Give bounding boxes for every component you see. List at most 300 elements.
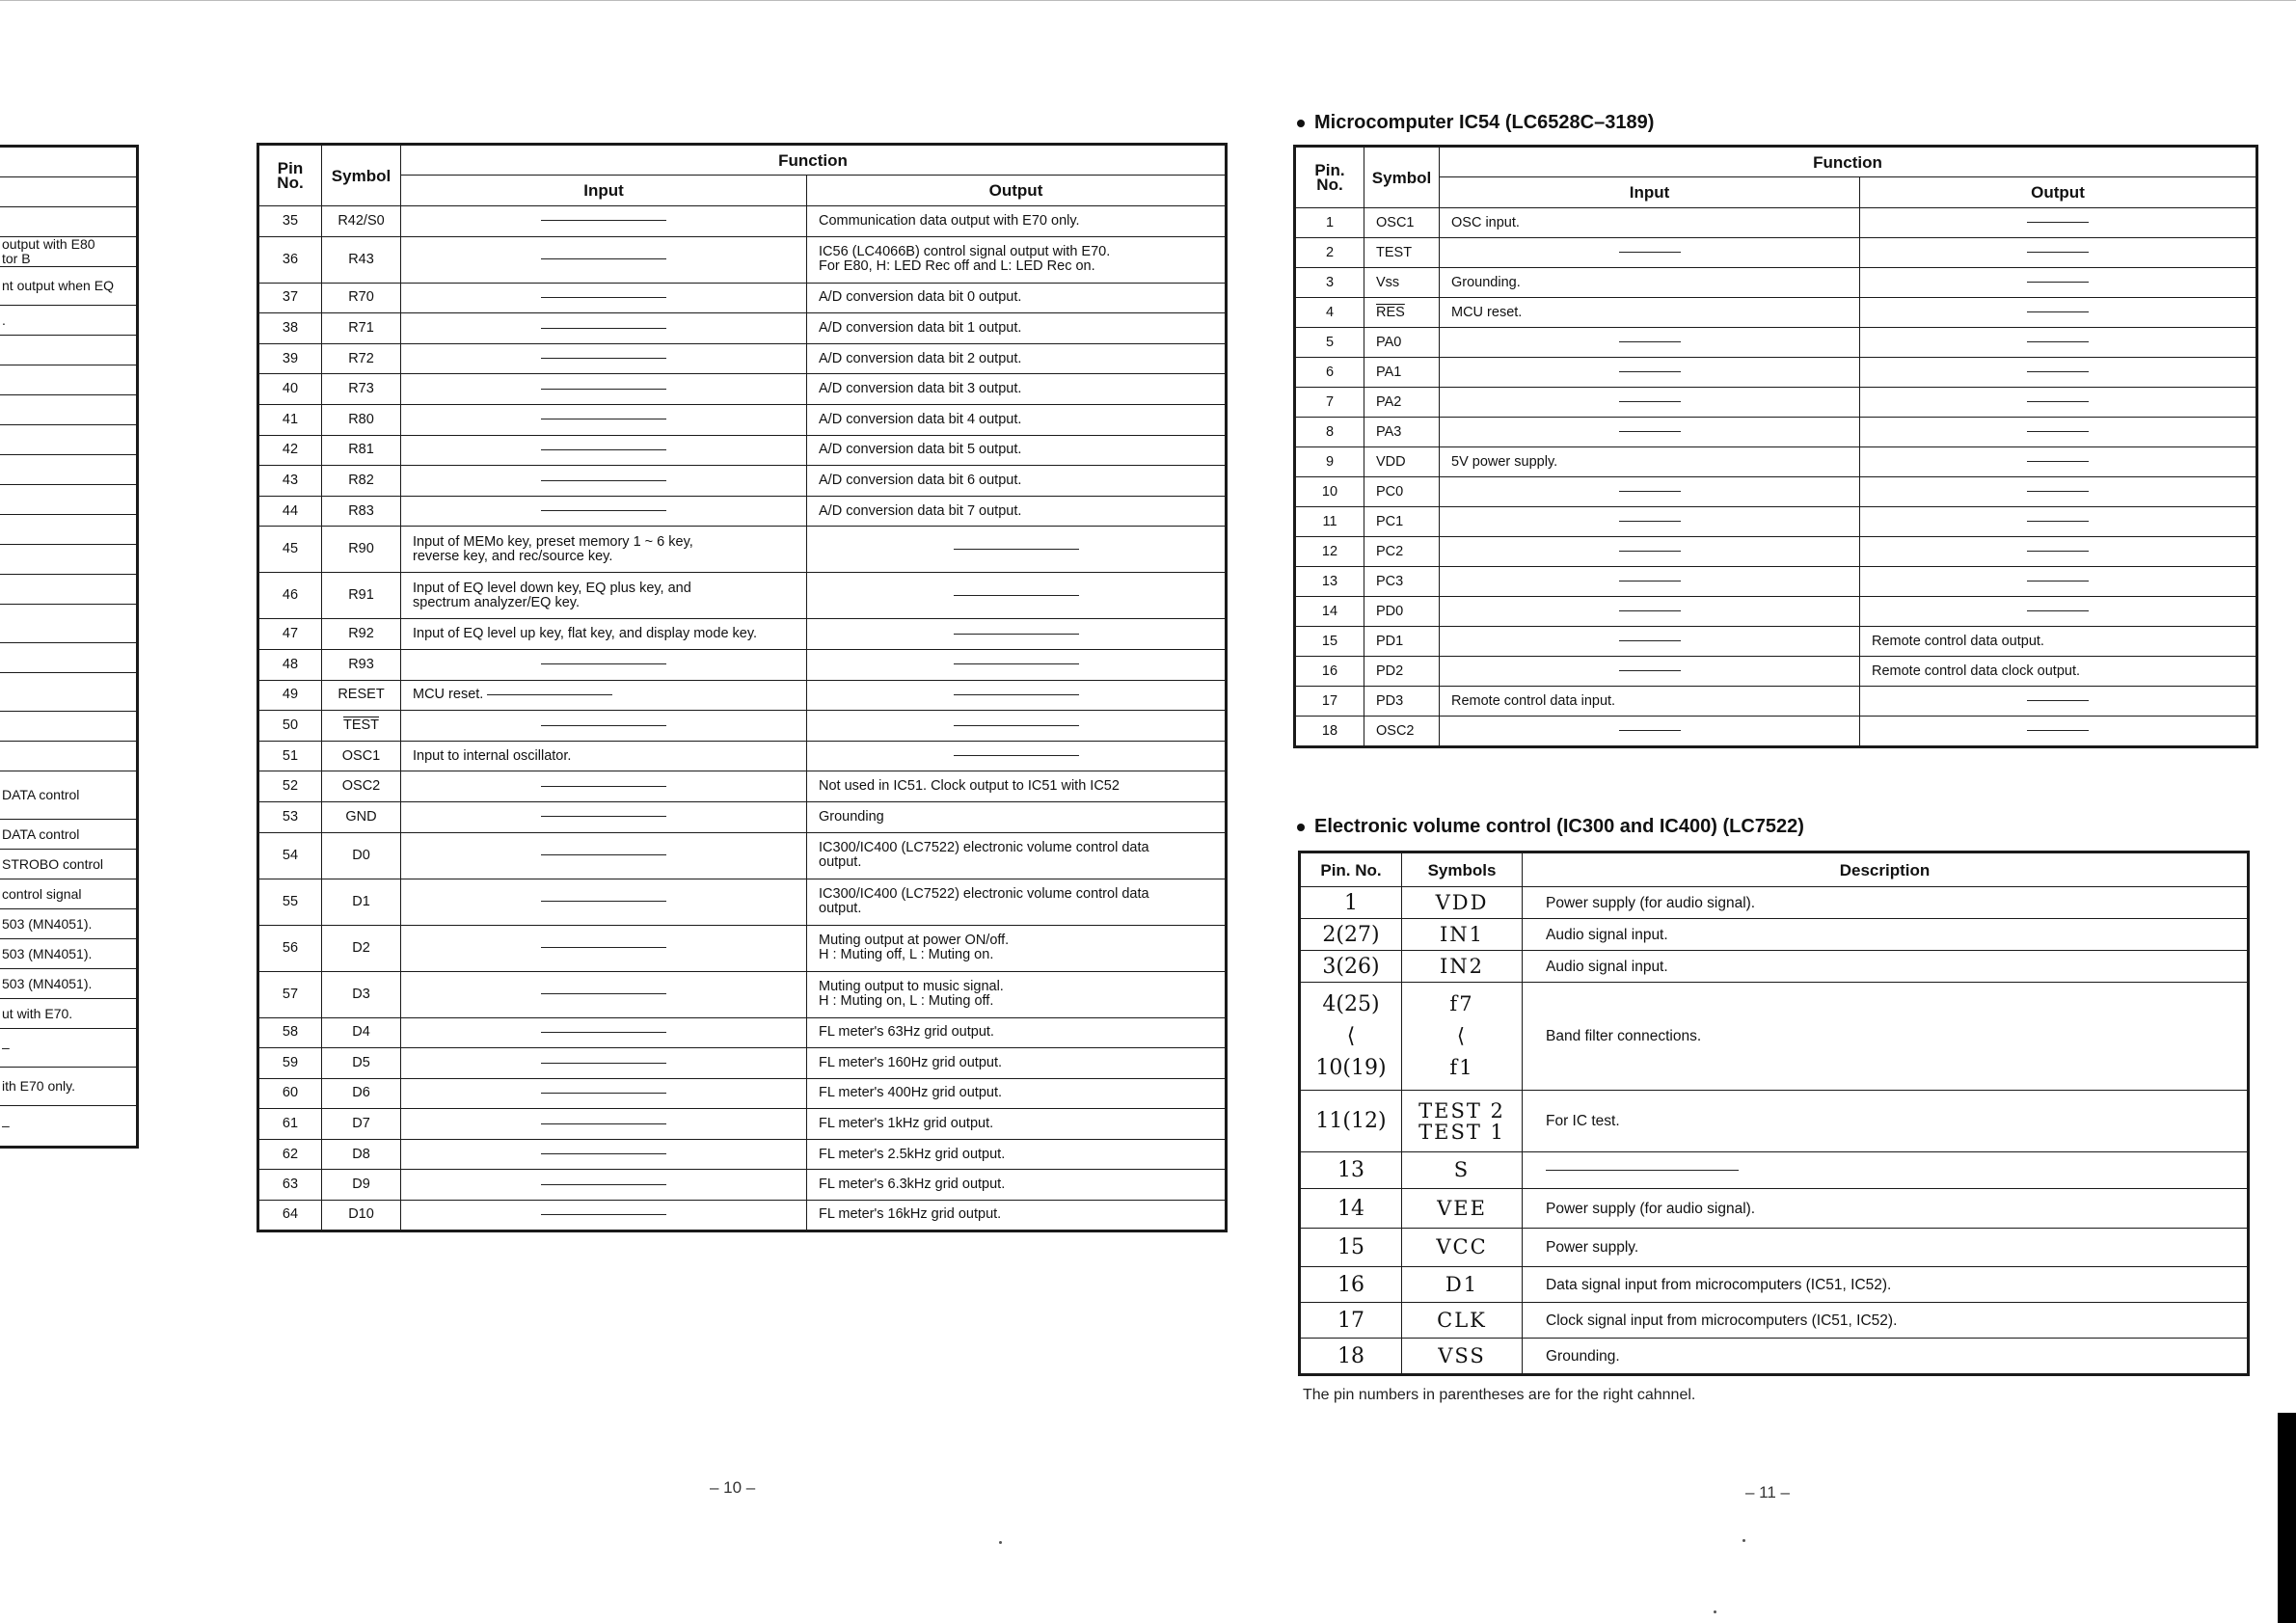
output-cell [807, 313, 1227, 344]
symbol-text: PA1 [1376, 364, 1402, 380]
table-row [258, 971, 1227, 1017]
description-cell: Band filter connections. [1523, 983, 2249, 1091]
dash-line [541, 947, 666, 948]
symbol-text: PA3 [1376, 423, 1402, 440]
table-row [258, 1109, 1227, 1140]
dash-line [541, 220, 666, 221]
partial-row [0, 237, 138, 267]
partial-row [0, 771, 138, 820]
input-cell [401, 879, 807, 925]
output-text: A/D conversion data bit 3 output. [819, 381, 1022, 397]
microcomputer-table [1293, 145, 2258, 748]
input-text: Input to internal oscillator. [413, 747, 572, 764]
output-text: FL meter's 1kHz grid output. [819, 1116, 994, 1132]
symbol-cell: VEE [1402, 1189, 1523, 1229]
table-row [1300, 919, 2249, 951]
output-cell [807, 573, 1227, 619]
partial-cell: 503 (MN4051). [0, 909, 138, 939]
pin-cell: 7 [1295, 388, 1364, 418]
output-cell [807, 741, 1227, 771]
pin-cell: 4 [1295, 298, 1364, 328]
dash-line [541, 1032, 666, 1033]
dash-line [1619, 341, 1681, 342]
partial-row [0, 455, 138, 485]
partial-cell: – [0, 1029, 138, 1068]
partial-row [0, 425, 138, 455]
symbol-cell [322, 573, 401, 619]
output-cell [807, 404, 1227, 435]
table-row [258, 404, 1227, 435]
symbol-cell [1364, 418, 1440, 447]
table-row [1295, 537, 2257, 567]
dash-line [541, 1153, 666, 1154]
table-row [1295, 507, 2257, 537]
output-cell [807, 206, 1227, 237]
input-cell [1440, 507, 1860, 537]
pin-cell: 46 [258, 573, 322, 619]
footnote: The pin numbers in parentheses are for the right cahnnel. [1303, 1387, 1696, 1403]
dash-line [541, 816, 666, 817]
pin-cell: 4(25) ⟨ 10(19) [1300, 983, 1402, 1091]
input-cell: MCU reset. [1440, 298, 1860, 328]
symbol-cell: VDD [1402, 887, 1523, 919]
table-row [258, 741, 1227, 771]
dash-line [541, 449, 666, 450]
pin-cell: 18 [1295, 717, 1364, 747]
input-cell [401, 1109, 807, 1140]
symbol-cell [322, 1170, 401, 1201]
bullet-icon [1297, 120, 1305, 127]
description-cell: Audio signal input. [1523, 919, 2249, 951]
output-text: FL meter's 16kHz grid output. [819, 1206, 1002, 1223]
symbol-text: R92 [348, 626, 374, 642]
symbol-cell [1364, 597, 1440, 627]
partial-row [0, 850, 138, 879]
partial-row [0, 207, 138, 237]
input-cell [401, 832, 807, 879]
partial-cell [0, 575, 138, 605]
table-row [1300, 1303, 2249, 1339]
input-cell [1440, 567, 1860, 597]
table-row [1295, 687, 2257, 717]
table-row [1300, 887, 2249, 919]
partial-cell: DATA control [0, 771, 138, 820]
pin-cell: 61 [258, 1109, 322, 1140]
partial-cell [0, 336, 138, 365]
pin-cell: 56 [258, 925, 322, 971]
input-cell [401, 1048, 807, 1079]
dash-line [2027, 401, 2089, 402]
symbol-cell [322, 801, 401, 832]
dash-line [541, 297, 666, 298]
pin-cell: 16 [1295, 657, 1364, 687]
input-cell [401, 1139, 807, 1170]
pin-cell: 53 [258, 801, 322, 832]
symbol-cell [322, 1078, 401, 1109]
output-cell [807, 711, 1227, 742]
partial-cell [0, 147, 138, 177]
dash-line [541, 901, 666, 902]
output-cell [1860, 717, 2257, 747]
output-cell [807, 527, 1227, 573]
page-number-10: – 10 – [710, 1478, 756, 1497]
output-text: A/D conversion data bit 0 output. [819, 289, 1022, 306]
symbol-cell [1364, 208, 1440, 238]
header-symbol: Symbol [322, 145, 401, 206]
output-cell [807, 1078, 1227, 1109]
table-row [258, 771, 1227, 802]
symbol-cell [1364, 477, 1440, 507]
partial-cell [0, 643, 138, 673]
input-cell [1440, 717, 1860, 747]
output-cell [807, 1139, 1227, 1170]
symbol-text: D0 [352, 847, 370, 863]
output-cell [1860, 358, 2257, 388]
symbol-text: D9 [352, 1177, 370, 1193]
output-cell [1860, 447, 2257, 477]
symbol-text: R90 [348, 541, 374, 557]
partial-table-left [0, 145, 139, 1149]
symbol-text: R80 [348, 411, 374, 427]
output-cell: Remote control data clock output. [1860, 657, 2257, 687]
pin-cell: 59 [258, 1048, 322, 1079]
partial-row [0, 395, 138, 425]
dash-line [2027, 491, 2089, 492]
output-cell [807, 1201, 1227, 1231]
output-cell [807, 374, 1227, 405]
dash-line [1619, 730, 1681, 731]
output-cell [807, 496, 1227, 527]
output-text: FL meter's 63Hz grid output. [819, 1024, 994, 1041]
input-cell [401, 741, 807, 771]
output-text: A/D conversion data bit 5 output. [819, 442, 1022, 458]
symbol-cell [322, 1109, 401, 1140]
output-text: FL meter's 6.3kHz grid output. [819, 1177, 1006, 1193]
table-row [1295, 717, 2257, 747]
pin-cell: 41 [258, 404, 322, 435]
input-cell [401, 680, 807, 711]
table-row [258, 236, 1227, 283]
symbol-cell [1364, 507, 1440, 537]
output-text: Not used in IC51. Clock output to IC51 with IC52 [819, 778, 1120, 795]
dash-line [2027, 311, 2089, 312]
partial-cell: ith E70 only. [0, 1068, 138, 1106]
table-row [1295, 358, 2257, 388]
table-row [1300, 1189, 2249, 1229]
dash-line [954, 755, 1079, 756]
partial-cell [0, 673, 138, 712]
symbol-text: R70 [348, 289, 374, 306]
input-cell [401, 283, 807, 313]
dash-line [541, 1214, 666, 1215]
partial-row [0, 742, 138, 771]
partial-row [0, 336, 138, 365]
input-cell [401, 771, 807, 802]
dash-line [541, 1184, 666, 1185]
pin-cell: 60 [258, 1078, 322, 1109]
symbol-cell [322, 236, 401, 283]
symbol-cell: S [1402, 1152, 1523, 1189]
pin-cell: 35 [258, 206, 322, 237]
dash-line [541, 663, 666, 664]
output-cell [807, 832, 1227, 879]
partial-cell [0, 425, 138, 455]
pin-cell: 11(12) [1300, 1091, 1402, 1152]
input-cell: OSC input. [1440, 208, 1860, 238]
input-text: Input of MEMo key, preset memory 1 ~ 6 key, reverse key, and rec/source key. [413, 533, 693, 564]
dash-line [954, 694, 1079, 695]
pin-cell: 43 [258, 466, 322, 497]
partial-row [0, 365, 138, 395]
speck [999, 1541, 1002, 1544]
table-row [258, 801, 1227, 832]
input-cell [1440, 358, 1860, 388]
symbol-cell [322, 619, 401, 650]
table-row [1295, 388, 2257, 418]
partial-row [0, 1068, 138, 1106]
pin-cell: 50 [258, 711, 322, 742]
symbol-cell [322, 435, 401, 466]
symbol-cell [1364, 298, 1440, 328]
dash-line [2027, 222, 2089, 223]
symbol-text: VDD [1376, 453, 1406, 470]
table-row [258, 879, 1227, 925]
output-cell [1860, 298, 2257, 328]
partial-row [0, 575, 138, 605]
pin-cell: 18 [1300, 1339, 1402, 1375]
symbol-cell: IN1 [1402, 919, 1523, 951]
symbol-cell [1364, 447, 1440, 477]
table-row [1300, 1152, 2249, 1189]
dash-line [1619, 581, 1681, 582]
header-input: Input [401, 176, 807, 206]
scan-edge-bar [2278, 1413, 2296, 1623]
partial-cell [0, 177, 138, 207]
pin-cell: 16 [1300, 1267, 1402, 1303]
symbol-text: RESET [338, 687, 385, 703]
input-cell [401, 1201, 807, 1231]
symbol-cell [322, 374, 401, 405]
table-row [258, 374, 1227, 405]
micro-title-text: Microcomputer IC54 (LC6528C–3189) [1314, 112, 1655, 133]
pin-cell: 14 [1295, 597, 1364, 627]
dash-line [1546, 1170, 1739, 1171]
table-row [258, 527, 1227, 573]
symbol-cell [322, 1139, 401, 1170]
pin-cell: 17 [1295, 687, 1364, 717]
symbol-cell: f7 ⟨ f1 [1402, 983, 1523, 1091]
dash-line [1619, 431, 1681, 432]
vol-header-description: Description [1523, 852, 2249, 887]
output-cell [1860, 388, 2257, 418]
output-cell [1860, 268, 2257, 298]
pin-cell: 51 [258, 741, 322, 771]
symbol-cell [322, 206, 401, 237]
symbol-text: D8 [352, 1146, 370, 1162]
pin-cell: 15 [1295, 627, 1364, 657]
partial-cell: STROBO control [0, 850, 138, 879]
symbol-text: OSC1 [341, 747, 381, 764]
partial-cell [0, 455, 138, 485]
input-cell [1440, 388, 1860, 418]
symbol-cell [1364, 537, 1440, 567]
input-text: MCU reset. [413, 687, 484, 703]
input-cell [1440, 238, 1860, 268]
table-row [258, 1170, 1227, 1201]
output-cell [807, 283, 1227, 313]
symbol-cell: VSS [1402, 1339, 1523, 1375]
symbol-text: D5 [352, 1054, 370, 1070]
dash-line [541, 1123, 666, 1124]
symbol-cell [322, 404, 401, 435]
pin-cell: 2(27) [1300, 919, 1402, 951]
page-top-rule [0, 0, 2296, 1]
partial-cell: control signal [0, 879, 138, 909]
table-row [258, 1139, 1227, 1170]
output-cell [1860, 328, 2257, 358]
dash-line [541, 993, 666, 994]
description-cell: Power supply (for audio signal). [1523, 887, 2249, 919]
dash-line [1619, 252, 1681, 253]
table-row [258, 1078, 1227, 1109]
page-number-11: – 11 – [1745, 1483, 1791, 1501]
output-cell [807, 680, 1227, 711]
input-cell [401, 236, 807, 283]
header-function: Function [401, 145, 1227, 176]
symbol-text: D3 [352, 986, 370, 1002]
partial-cell [0, 207, 138, 237]
symbol-text: $\overline{RES}$ [1376, 304, 1405, 320]
partial-cell: nt output when EQ [0, 267, 138, 306]
dash-line [541, 480, 666, 481]
dash-line [1619, 610, 1681, 611]
header-output: Output [807, 176, 1227, 206]
input-cell [401, 404, 807, 435]
output-cell [807, 801, 1227, 832]
pin-cell: 3(26) [1300, 951, 1402, 983]
output-text: Grounding [819, 808, 884, 825]
input-cell [401, 619, 807, 650]
symbol-cell [1364, 717, 1440, 747]
table-row [1295, 657, 2257, 687]
partial-cell [0, 605, 138, 643]
partial-row [0, 999, 138, 1029]
vol-header-symbols: Symbols [1402, 852, 1523, 887]
partial-cell [0, 395, 138, 425]
speck [1742, 1539, 1745, 1542]
symbol-text: PC0 [1376, 483, 1404, 500]
symbol-text: D1 [352, 893, 370, 909]
symbol-text: Vss [1376, 274, 1400, 290]
table-row [258, 466, 1227, 497]
input-cell: 5V power supply. [1440, 447, 1860, 477]
pin-cell: 3 [1295, 268, 1364, 298]
symbol-cell: CLK [1402, 1303, 1523, 1339]
partial-row [0, 267, 138, 306]
output-cell [1860, 208, 2257, 238]
output-cell [1860, 597, 2257, 627]
symbol-cell [322, 466, 401, 497]
pin-cell: 10 [1295, 477, 1364, 507]
pin-cell: 64 [258, 1201, 322, 1231]
pin-cell: 9 [1295, 447, 1364, 477]
table-row [1295, 268, 2257, 298]
table-row [258, 573, 1227, 619]
output-cell [807, 619, 1227, 650]
output-text: IC300/IC400 (LC7522) electronic volume control data output. [819, 886, 1149, 916]
output-cell [807, 771, 1227, 802]
partial-row [0, 605, 138, 643]
symbol-cell [322, 343, 401, 374]
speck [1714, 1610, 1716, 1613]
partial-row [0, 643, 138, 673]
dash-line [541, 1063, 666, 1064]
table-row [258, 619, 1227, 650]
symbol-text: D2 [352, 939, 370, 956]
output-text: A/D conversion data bit 1 output. [819, 319, 1022, 336]
table-row [1295, 627, 2257, 657]
pin-cell: 6 [1295, 358, 1364, 388]
output-cell [807, 435, 1227, 466]
pin-cell: 55 [258, 879, 322, 925]
output-cell [1860, 238, 2257, 268]
partial-cell [0, 365, 138, 395]
table-row [1300, 1339, 2249, 1375]
input-cell [1440, 418, 1860, 447]
table-row [258, 1048, 1227, 1079]
dash-line [541, 258, 666, 259]
pin-function-table-page10 [257, 143, 1228, 1232]
pin-cell: 58 [258, 1017, 322, 1048]
description-cell [1523, 1152, 2249, 1189]
pin-cell: 49 [258, 680, 322, 711]
description-cell: Power supply. [1523, 1229, 2249, 1267]
symbol-cell [322, 649, 401, 680]
section-title-volume [1297, 816, 1804, 838]
dash-line [541, 510, 666, 511]
input-cell [401, 925, 807, 971]
partial-row [0, 177, 138, 207]
output-cell [1860, 418, 2257, 447]
symbol-cell [322, 680, 401, 711]
output-text: A/D conversion data bit 6 output. [819, 472, 1022, 488]
symbol-text: PC3 [1376, 573, 1404, 589]
partial-cell: DATA control [0, 820, 138, 850]
symbol-cell [322, 1201, 401, 1231]
pin-cell: 37 [258, 283, 322, 313]
dash-line [541, 358, 666, 359]
output-text: FL meter's 400Hz grid output. [819, 1085, 1003, 1101]
input-cell [401, 435, 807, 466]
pin-cell: 13 [1295, 567, 1364, 597]
partial-cell: . [0, 306, 138, 336]
output-cell [807, 1170, 1227, 1201]
input-cell [401, 573, 807, 619]
partial-cell [0, 712, 138, 742]
symbol-text: D6 [352, 1085, 370, 1101]
table-row [1300, 1229, 2249, 1267]
output-cell [1860, 477, 2257, 507]
symbol-cell [322, 527, 401, 573]
partial-cell: 503 (MN4051). [0, 939, 138, 969]
symbol-cell [1364, 328, 1440, 358]
symbol-text: R73 [348, 381, 374, 397]
symbol-cell [322, 971, 401, 1017]
input-cell [401, 971, 807, 1017]
table-row [258, 711, 1227, 742]
input-cell [401, 466, 807, 497]
dash-line [541, 328, 666, 329]
